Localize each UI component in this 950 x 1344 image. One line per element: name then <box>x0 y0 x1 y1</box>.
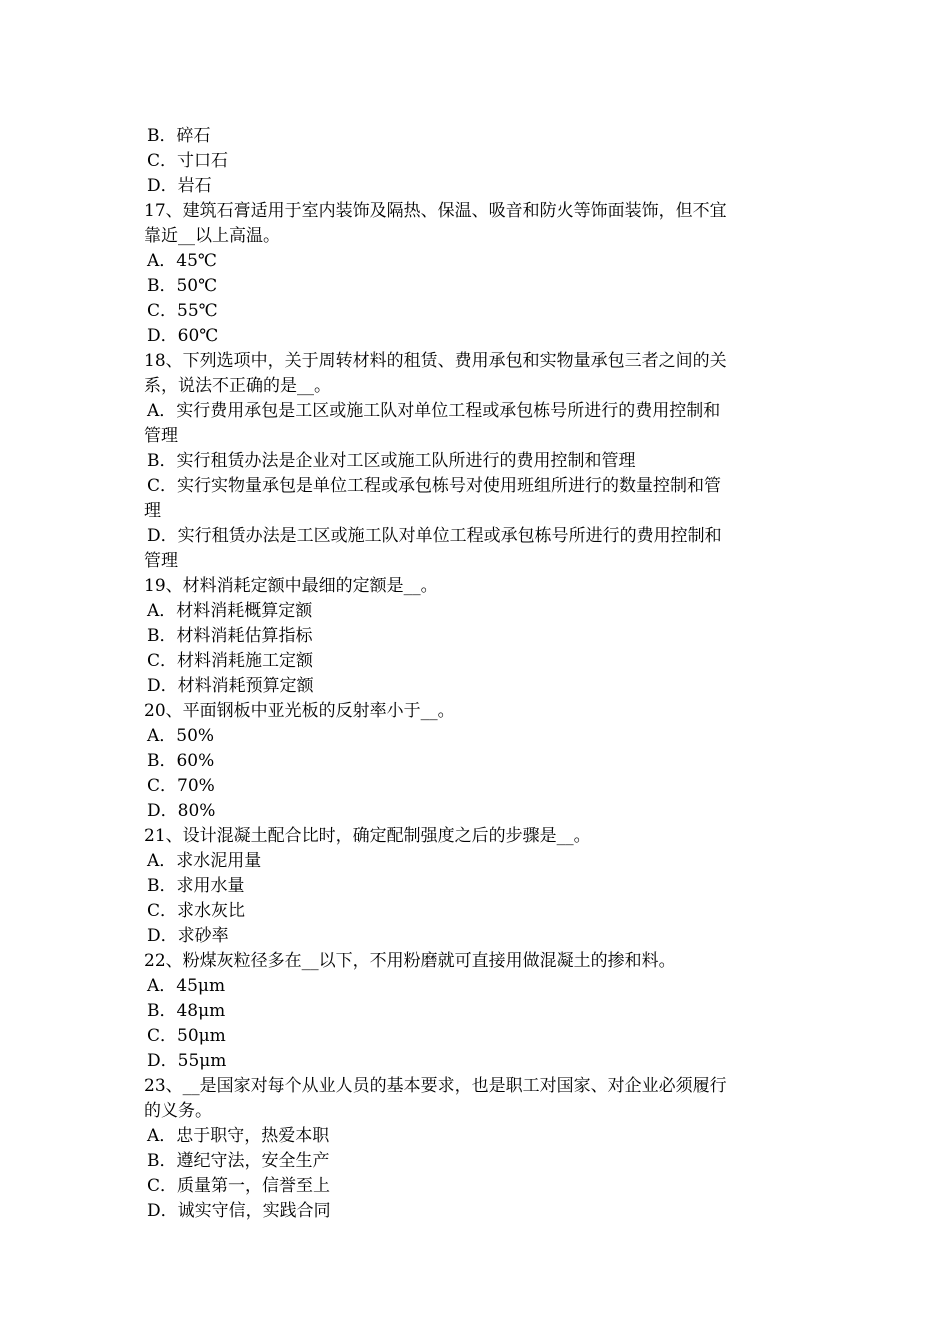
question-text: 20、平面钢板中亚光板的反射率小于__。 <box>144 701 455 721</box>
question-text: 23、__是国家对每个从业人员的基本要求，也是职工对国家、对企业必须履行 <box>144 1076 727 1096</box>
answer-option: C．材料消耗施工定额 <box>147 651 314 671</box>
answer-option: B．50℃ <box>147 276 218 296</box>
answer-option: D．55μm <box>147 1051 227 1071</box>
answer-option: A．求水泥用量 <box>147 851 262 871</box>
question-text: 17、建筑石膏适用于室内装饰及隔热、保温、吸音和防火等饰面装饰，但不宜 <box>144 201 727 221</box>
answer-option: B．遵纪守法，安全生产 <box>147 1151 330 1171</box>
answer-option: D．80% <box>147 801 216 821</box>
question-text: 理 <box>144 501 161 521</box>
answer-option: A．忠于职守，热爱本职 <box>147 1126 330 1146</box>
answer-option: D．岩石 <box>147 176 212 196</box>
answer-option: B．48μm <box>147 1001 226 1021</box>
answer-option: B．碎石 <box>147 126 211 146</box>
answer-option: B．求用水量 <box>147 876 245 896</box>
question-text: 靠近__以上高温。 <box>144 226 280 246</box>
answer-option: B．60% <box>147 751 215 771</box>
document-page <box>144 124 812 1224</box>
answer-option: C．55℃ <box>147 301 218 321</box>
question-text: 21、设计混凝土配合比时，确定配制强度之后的步骤是__。 <box>144 826 591 846</box>
answer-option: C．70% <box>147 776 215 796</box>
answer-option: A．实行费用承包是工区或施工队对单位工程或承包栋号所进行的费用控制和 <box>147 401 721 421</box>
question-text: 系，说法不正确的是__。 <box>144 376 331 396</box>
question-text: 18、下列选项中，关于周转材料的租赁、费用承包和实物量承包三者之间的关 <box>144 351 727 371</box>
answer-option: D．求砂率 <box>147 926 229 946</box>
answer-option: A．45μm <box>147 976 226 996</box>
answer-option: C．50μm <box>147 1026 226 1046</box>
question-text: 22、粉煤灰粒径多在__以下，不用粉磨就可直接用做混凝土的掺和料。 <box>144 951 676 971</box>
question-text: 的义务。 <box>144 1101 212 1121</box>
question-text: 管理 <box>144 551 178 571</box>
question-text: 19、材料消耗定额中最细的定额是__。 <box>144 576 438 596</box>
answer-option: D．材料消耗预算定额 <box>147 676 314 696</box>
answer-option: D．实行租赁办法是工区或施工队对单位工程或承包栋号所进行的费用控制和 <box>147 526 722 546</box>
answer-option: A．50% <box>147 726 215 746</box>
answer-option: C．质量第一，信誉至上 <box>147 1176 331 1196</box>
answer-option: A．45℃ <box>147 251 217 271</box>
answer-option: B．材料消耗估算指标 <box>147 626 313 646</box>
answer-option: D．60℃ <box>147 326 219 346</box>
question-text: 管理 <box>144 426 178 446</box>
answer-option: C．求水灰比 <box>147 901 246 921</box>
answer-option: A．材料消耗概算定额 <box>147 601 313 621</box>
answer-option: C．实行实物量承包是单位工程或承包栋号对使用班组所进行的数量控制和管 <box>147 476 722 496</box>
answer-option: B．实行租赁办法是企业对工区或施工队所进行的费用控制和管理 <box>147 451 636 471</box>
answer-option: D．诚实守信，实践合同 <box>147 1201 331 1221</box>
answer-option: C．寸口石 <box>147 151 229 171</box>
